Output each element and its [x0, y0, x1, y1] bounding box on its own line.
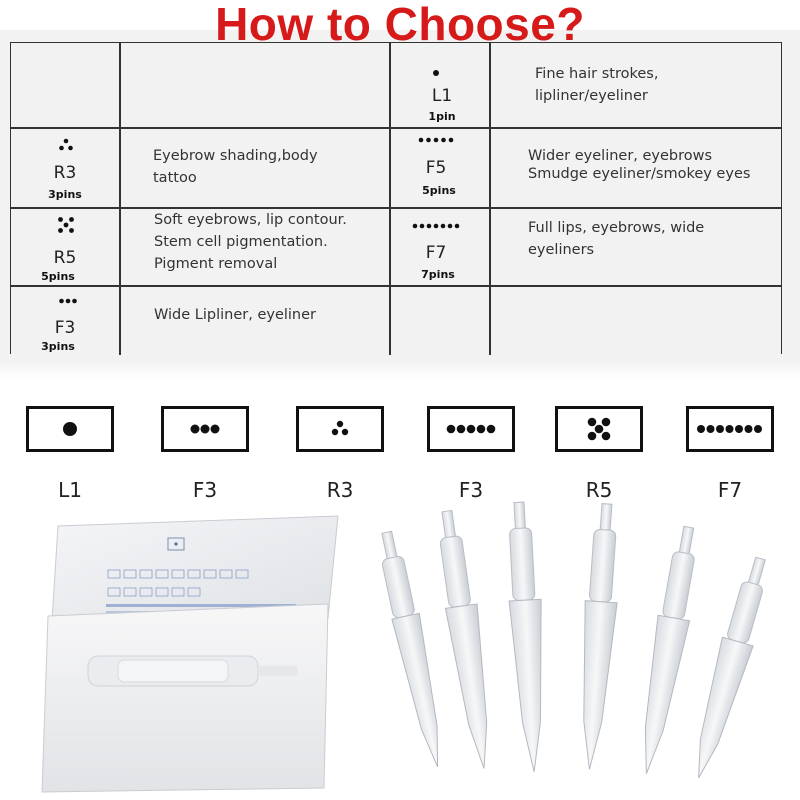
cartridge-needle: [432, 509, 500, 771]
page-title: How to Choose?: [215, 0, 585, 50]
five-dots-x-icon: [558, 409, 640, 449]
three-pin-row-icon: [58, 297, 78, 305]
pattern-box-r5: [555, 406, 643, 452]
desc-f5: Wider eyeliner, eyebrows Smudge eyeliner/smokey eyes: [528, 148, 751, 182]
needle-code-f7: F7: [425, 243, 447, 263]
three-dots-row-icon: [164, 409, 246, 449]
five-dots-row-icon: [430, 409, 512, 449]
desc-r3: Eyebrow shading,body tattoo: [153, 148, 318, 186]
pattern-box-f5: [427, 406, 515, 452]
cartridge-needle: [573, 503, 623, 771]
one-pin-icon: [431, 68, 441, 78]
pin-count-r3: 3pins: [48, 188, 82, 201]
three-pin-cluster-icon: [58, 138, 74, 152]
seven-dots-row-icon: [689, 409, 771, 449]
needle-code-r5: R5: [53, 248, 77, 268]
packaged-needle-photo: [28, 508, 348, 794]
col-divider: [119, 43, 121, 355]
cartridge-needle: [374, 529, 451, 770]
pattern-box-l1: [26, 406, 114, 452]
pattern-label-f7: F7: [717, 478, 743, 502]
cartridge-needle: [504, 501, 550, 772]
needle-code-f3: F3: [54, 318, 76, 338]
pattern-label-r5: R5: [585, 478, 613, 502]
needle-code-f5: F5: [425, 158, 447, 178]
seven-pin-row-icon: [411, 222, 461, 230]
single-dot-icon: [29, 409, 111, 449]
cartridge-needles-photo: [356, 495, 800, 795]
pattern-box-r3: [296, 406, 384, 452]
pin-count-l1: 1pin: [428, 110, 456, 123]
pattern-box-f7: [686, 406, 774, 452]
row-divider: [11, 127, 781, 129]
five-pin-row-icon: [417, 136, 455, 144]
choose-table: [0, 30, 800, 370]
desc-f7: Full lips, eyebrows, wide eyeliners: [528, 220, 705, 258]
pattern-label-f3: F3: [192, 478, 218, 502]
needle-code-r3: R3: [53, 163, 77, 183]
cartridge-needle: [683, 554, 777, 782]
pattern-label-f5: F3: [458, 478, 484, 502]
pin-count-f7: 7pins: [421, 268, 455, 281]
five-pin-x-icon: [57, 216, 75, 234]
desc-r5: Soft eyebrows, lip contour. Stem cell pigmentation. Pigment removal: [154, 212, 347, 272]
row-divider: [11, 285, 781, 287]
desc-f3: Wide Lipliner, eyeliner: [154, 307, 316, 323]
needle-code-l1: L1: [431, 86, 453, 106]
pin-count-f3: 3pins: [41, 340, 75, 353]
pattern-box-f3: [161, 406, 249, 452]
cartridge-needle: [631, 525, 706, 777]
three-dots-cluster-icon: [299, 409, 381, 449]
row-divider: [11, 207, 781, 209]
desc-l1: Fine hair strokes, lipliner/eyeliner: [535, 66, 659, 104]
pattern-label-r3: R3: [326, 478, 354, 502]
col-divider: [389, 43, 391, 355]
pattern-label-l1: L1: [58, 478, 82, 502]
pin-count-f5: 5pins: [422, 184, 456, 197]
pin-count-r5: 5pins: [41, 270, 75, 283]
